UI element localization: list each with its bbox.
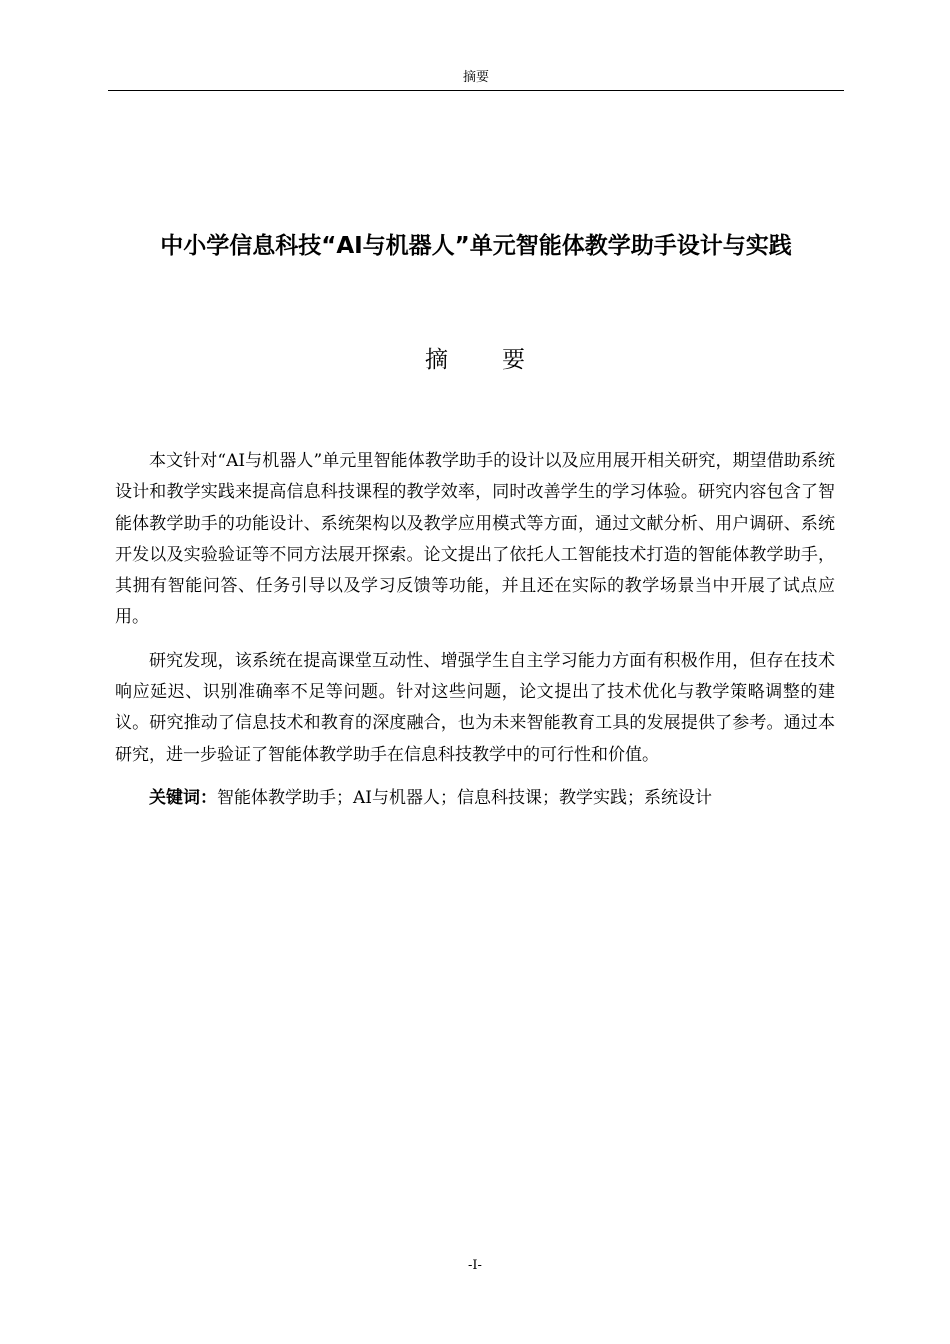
abstract-paragraph-1: 本文针对“AI与机器人”单元里智能体教学助手的设计以及应用展开相关研究，期望借助系统设计和教学实践来提高信息科技课程的教学效率，同时改善学生的学习体验。研究内容包含了智能体教学助手的功能设计、系统架构以及教学应用模式等方面，通过文献分析、用户调研、系统开发以及实验验证等不同方法展开探索。论文提出了依托人工智能技术打造的智能体教学助手，其拥有智能问答、任务引导以及学习反馈等功能，并且还在实际的教学场景当中开展了试点应用。 — [115, 451, 835, 628]
thesis-title: 中小学信息科技“AI与机器人”单元智能体教学助手设计与实践 — [160, 233, 792, 259]
abstract-paragraph-2: 研究发现，该系统在提高课堂互动性、增强学生自主学习能力方面有积极作用，但存在技术响应延迟、识别准确率不足等问题。针对这些问题，论文提出了技术优化与教学策略调整的建议。研究推动了信息技术和教育的深度融合，也为未来智能教育工具的发展提供了参考。通过本研究，进一步验证了智能体教学助手在信息科技教学中的可行性和价值。 — [115, 650, 835, 765]
abstract-body — [115, 446, 835, 826]
keywords-text: 智能体教学助手；AI与机器人；信息科技课；教学实践；系统设计 — [217, 787, 712, 808]
abstract-heading: 摘要 — [425, 347, 579, 373]
page-number: -I- — [468, 1258, 482, 1273]
running-header: 摘要 — [108, 66, 844, 91]
keywords-label: 关键词： — [149, 787, 217, 808]
keywords-line — [115, 783, 835, 814]
